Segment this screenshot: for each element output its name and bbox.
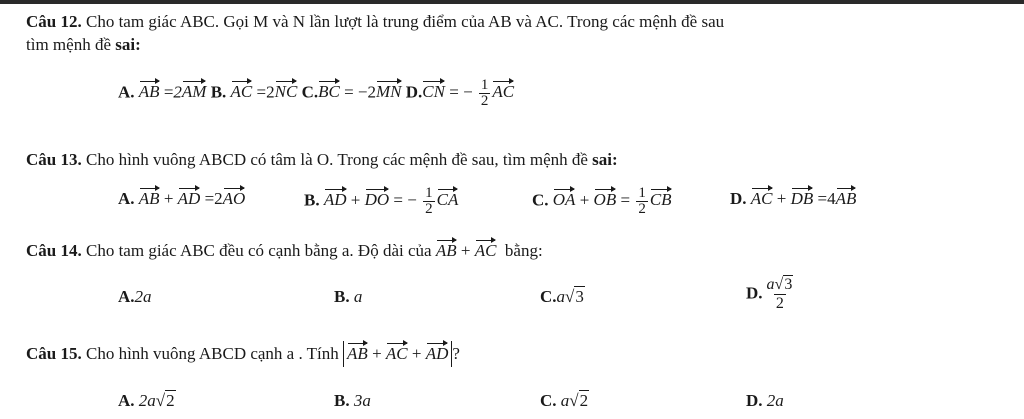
q13-stem	[26, 150, 618, 170]
q13-text: Cho hình vuông ABCD có tâm là O. Trong các mệnh đề sau, tìm mệnh đề	[85, 150, 593, 169]
q15-opt-c: C. a√2	[540, 391, 589, 410]
q13-opt-a: A. AB + AD =2AO	[118, 186, 245, 210]
q12-opt-b-label: B.	[210, 82, 227, 102]
q14-label: Câu 14.	[26, 241, 82, 260]
q14-opt-a: A.2a	[118, 287, 152, 306]
q12-opt-c-rhs: MN	[376, 79, 402, 100]
q12-opt-d-lhs: CN	[422, 79, 445, 100]
q14-stem: Câu 14. Cho tam giác ABC đều có cạnh bằng a. Độ dài của AB + AC bằng:	[26, 238, 543, 263]
q12-text: Cho tam giác ABC. Gọi M và N lần lượt là trung điểm của AB và AC. Trong các mệnh đề sau	[85, 12, 725, 31]
q12-opt-b-op: =	[256, 82, 267, 102]
q15-stem: Câu 15. Cho hình vuông ABCD cạnh a . Tính AB + AC + AD ?	[26, 340, 460, 368]
q14-opt-c: C.a√3	[540, 287, 584, 306]
q12-opt-d-label: D.	[405, 82, 423, 102]
top-border	[0, 0, 1024, 4]
q12-opt-d-frac: $\frac{1}{2}$	[480, 77, 489, 109]
q12-opt-c-op: =	[344, 82, 354, 102]
q13-label: Câu 13.	[26, 150, 82, 169]
q12-opt-d-rhs: AC	[492, 79, 514, 100]
q15-abs: AB + AC + AD	[343, 341, 452, 367]
q12-label: Câu 12.	[26, 12, 82, 31]
q14-opt-d: D. $\frac{a√3}{2}$	[746, 276, 793, 312]
q12-opt-b-lhs: AC	[231, 79, 253, 100]
q13-sai: sai:	[592, 150, 618, 169]
q13-opt-b: B. AD + DO = − $\frac{1}{2}$ CA	[304, 185, 459, 217]
q12-opt-b-coef: 2	[266, 82, 275, 102]
q14-opt-b: B. a	[334, 287, 363, 306]
q12-opt-a-rhs: AM	[182, 79, 207, 100]
q14-text: Cho tam giác ABC đều có cạnh bằng a. Độ dài của	[85, 241, 432, 260]
q15-opt-b: B. 3a	[334, 391, 371, 410]
q12-stem-line2	[26, 35, 141, 55]
q12-options	[118, 78, 514, 109]
q13-opt-d: D. AC + DB =4AB	[730, 186, 856, 210]
q12-opt-b-rhs: NC	[275, 79, 298, 100]
q12-sai: sai:	[115, 35, 141, 54]
q15-label: Câu 15.	[26, 344, 82, 363]
q15-text: Cho hình vuông ABCD cạnh a . Tính	[85, 344, 339, 363]
q12-opt-a-coef: 2	[173, 82, 182, 102]
q15-opt-d: D. 2a	[746, 391, 784, 410]
q12-opt-c-coef: −2	[357, 82, 377, 102]
q12-opt-d-op: = −	[449, 82, 473, 102]
q12-opt-a-label: A.	[118, 82, 135, 102]
q12-opt-c-label: C.	[301, 82, 319, 102]
q13-opt-c: C. OA + OB = $\frac{1}{2}$ CB	[532, 185, 672, 217]
q12-opt-a-op: =	[163, 82, 174, 102]
q12-opt-a-lhs: AB	[139, 79, 160, 100]
q15-opt-a: A. 2a√2	[118, 391, 175, 410]
q12-text2: tìm mệnh đề	[26, 35, 116, 54]
q12-opt-c-lhs: BC	[318, 79, 340, 100]
q12-stem	[26, 12, 724, 32]
